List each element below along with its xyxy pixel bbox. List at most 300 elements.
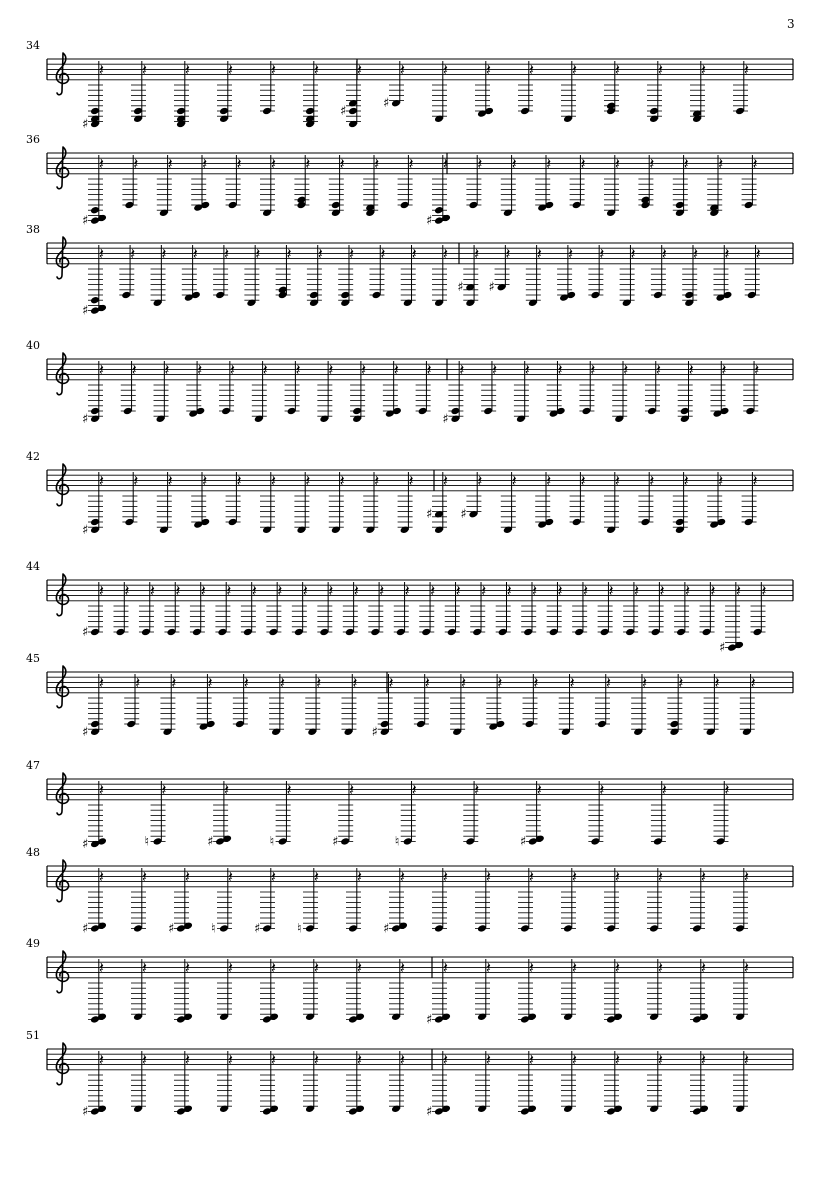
quarter-rest: 𝄽 xyxy=(658,958,663,977)
beat xyxy=(368,581,384,636)
quarter-rest: 𝄽 xyxy=(374,471,380,490)
beat xyxy=(82,154,107,229)
quarter-rest: 𝄽 xyxy=(185,867,190,886)
quarter-rest: 𝄽 xyxy=(615,867,620,886)
beat xyxy=(317,581,333,636)
sharp-accidental: ♯ xyxy=(383,96,390,112)
beat xyxy=(215,581,231,636)
beat xyxy=(398,154,414,209)
measure-number: 42 xyxy=(26,450,40,463)
beat xyxy=(394,581,410,636)
quarter-rest: 𝄽 xyxy=(255,244,261,263)
staff-system xyxy=(26,846,793,936)
beat xyxy=(332,780,354,849)
quarter-rest: 𝄽 xyxy=(400,60,405,79)
quarter-rest: 𝄽 xyxy=(130,244,136,263)
beat xyxy=(638,471,654,526)
quarter-rest: 𝄽 xyxy=(271,867,276,886)
beat xyxy=(254,867,276,936)
quarter-rest: 𝄽 xyxy=(693,244,699,263)
quarter-rest: 𝄽 xyxy=(408,471,414,490)
quarter-rest: 𝄽 xyxy=(546,471,552,490)
beat xyxy=(122,471,138,526)
beat xyxy=(395,780,417,849)
beat xyxy=(139,581,155,636)
beat xyxy=(124,673,140,728)
quarter-rest: 𝄽 xyxy=(124,581,130,600)
beat xyxy=(340,60,362,128)
quarter-rest: 𝄽 xyxy=(161,780,167,799)
quarter-rest: 𝄽 xyxy=(305,471,311,490)
beat xyxy=(190,581,206,636)
quarter-rest: 𝄽 xyxy=(380,244,386,263)
quarter-rest: 𝄽 xyxy=(688,360,694,379)
quarter-rest: 𝄽 xyxy=(271,958,276,977)
quarter-rest: 𝄽 xyxy=(718,154,724,173)
sharp-accidental: ♯ xyxy=(383,921,390,937)
sharp-accidental: ♯ xyxy=(82,1104,89,1120)
quarter-rest: 𝄽 xyxy=(99,581,104,600)
quarter-rest: 𝄽 xyxy=(497,673,503,692)
beat xyxy=(191,154,210,212)
quarter-rest: 𝄽 xyxy=(486,867,491,886)
beat xyxy=(145,780,167,849)
natural-accidental: ♮ xyxy=(394,834,400,850)
quarter-rest: 𝄽 xyxy=(572,867,577,886)
quarter-rest: 𝄽 xyxy=(580,471,586,490)
quarter-rest: 𝄽 xyxy=(317,244,323,263)
quarter-rest: 𝄽 xyxy=(744,60,749,79)
quarter-rest: 𝄽 xyxy=(400,958,405,977)
beat xyxy=(426,958,451,1027)
quarter-rest: 𝄽 xyxy=(486,60,491,79)
beat xyxy=(372,673,394,740)
beat xyxy=(369,244,385,299)
quarter-rest: 𝄽 xyxy=(724,780,730,799)
quarter-rest: 𝄽 xyxy=(349,780,355,799)
quarter-rest: 𝄽 xyxy=(701,60,706,79)
beat xyxy=(113,581,129,636)
quarter-rest: 𝄽 xyxy=(678,673,684,692)
quarter-rest: 𝄽 xyxy=(271,154,276,173)
sharp-accidental: ♯ xyxy=(82,837,89,852)
quarter-rest: 𝄽 xyxy=(572,60,577,79)
quarter-rest: 𝄽 xyxy=(623,360,629,379)
quarter-rest: 𝄽 xyxy=(230,360,235,379)
quarter-rest: 𝄽 xyxy=(572,958,577,977)
measure-number: 51 xyxy=(26,1029,40,1042)
sharp-accidental: ♯ xyxy=(207,834,214,850)
quarter-rest: 𝄽 xyxy=(443,471,448,490)
quarter-rest: 𝄽 xyxy=(142,60,147,79)
beat xyxy=(276,244,292,299)
quarter-rest: 𝄽 xyxy=(459,360,465,379)
beat xyxy=(733,60,749,115)
quarter-rest: 𝄽 xyxy=(262,360,268,379)
beat xyxy=(233,673,249,728)
sharp-accidental: ♯ xyxy=(426,1012,433,1028)
quarter-rest: 𝄽 xyxy=(224,244,229,263)
measure-number: 34 xyxy=(26,39,40,52)
beat xyxy=(460,471,482,522)
quarter-rest: 𝄽 xyxy=(754,360,760,379)
staff-system xyxy=(26,339,793,427)
quarter-rest: 𝄽 xyxy=(615,958,620,977)
sharp-accidental: ♯ xyxy=(82,117,89,132)
beat xyxy=(742,471,758,526)
beat xyxy=(674,581,690,636)
sharp-accidental: ♯ xyxy=(426,1104,433,1120)
beat xyxy=(595,673,611,728)
quarter-rest: 𝄽 xyxy=(683,471,689,490)
quarter-rest: 𝄽 xyxy=(661,244,667,263)
beat xyxy=(442,360,464,427)
beat xyxy=(82,780,107,852)
beat xyxy=(445,581,461,636)
beat xyxy=(292,581,308,636)
quarter-rest: 𝄽 xyxy=(615,471,620,490)
beat xyxy=(82,867,107,936)
beat xyxy=(121,360,137,415)
quarter-rest: 𝄽 xyxy=(349,244,355,263)
quarter-rest: 𝄽 xyxy=(426,360,432,379)
staff-system xyxy=(26,39,793,132)
quarter-rest: 𝄽 xyxy=(546,154,552,173)
quarter-rest: 𝄽 xyxy=(379,581,385,600)
quarter-rest: 𝄽 xyxy=(744,1050,749,1069)
measure-number: 38 xyxy=(26,223,40,236)
sharp-accidental: ♯ xyxy=(82,724,89,740)
beat xyxy=(343,581,359,636)
quarter-rest: 𝄽 xyxy=(486,1050,491,1069)
quarter-rest: 𝄽 xyxy=(161,244,167,263)
quarter-rest: 𝄽 xyxy=(477,154,483,173)
quarter-rest: 𝄽 xyxy=(314,1050,319,1069)
quarter-rest: 𝄽 xyxy=(295,360,301,379)
beat xyxy=(211,867,233,936)
beat xyxy=(213,244,229,299)
quarter-rest: 𝄽 xyxy=(658,1050,663,1069)
quarter-rest: 𝄽 xyxy=(630,244,636,263)
beat xyxy=(520,780,545,849)
staff-system xyxy=(26,133,793,229)
quarter-rest: 𝄽 xyxy=(280,673,285,692)
quarter-rest: 𝄽 xyxy=(701,958,706,977)
quarter-rest: 𝄽 xyxy=(192,244,198,263)
quarter-rest: 𝄽 xyxy=(443,1050,448,1069)
quarter-rest: 𝄽 xyxy=(661,780,667,799)
beat xyxy=(572,581,588,636)
quarter-rest: 𝄽 xyxy=(615,1050,620,1069)
beat xyxy=(260,60,276,115)
quarter-rest: 𝄽 xyxy=(361,360,367,379)
quarter-rest: 𝄽 xyxy=(314,867,319,886)
beat xyxy=(518,60,534,115)
quarter-rest: 𝄽 xyxy=(135,673,141,692)
quarter-rest: 𝄽 xyxy=(277,581,283,600)
quarter-rest: 𝄽 xyxy=(316,673,322,692)
quarter-rest: 𝄽 xyxy=(634,581,640,600)
quarter-rest: 𝄽 xyxy=(388,673,394,692)
beat xyxy=(294,154,310,209)
sharp-accidental: ♯ xyxy=(460,507,467,523)
quarter-rest: 𝄽 xyxy=(486,958,491,977)
beat xyxy=(638,154,654,209)
quarter-rest: 𝄽 xyxy=(353,581,359,600)
beat xyxy=(174,60,190,128)
quarter-rest: 𝄽 xyxy=(142,1050,147,1069)
quarter-rest: 𝄽 xyxy=(99,867,104,886)
quarter-rest: 𝄽 xyxy=(99,154,104,173)
quarter-rest: 𝄽 xyxy=(536,244,542,263)
beat xyxy=(547,581,563,636)
quarter-rest: 𝄽 xyxy=(226,581,232,600)
beat xyxy=(713,244,732,302)
natural-accidental: ♮ xyxy=(144,834,150,850)
quarter-rest: 𝄽 xyxy=(357,958,362,977)
quarter-rest: 𝄽 xyxy=(185,958,190,977)
beat xyxy=(416,360,432,415)
quarter-rest: 𝄽 xyxy=(557,360,563,379)
quarter-rest: 𝄽 xyxy=(400,1050,405,1069)
sharp-accidental: ♯ xyxy=(82,522,89,538)
beat xyxy=(186,360,205,418)
quarter-rest: 𝄽 xyxy=(133,471,139,490)
quarter-rest: 𝄽 xyxy=(167,154,173,173)
beat xyxy=(579,360,595,415)
quarter-rest: 𝄽 xyxy=(721,360,727,379)
quarter-rest: 𝄽 xyxy=(443,60,448,79)
quarter-rest: 𝄽 xyxy=(590,360,596,379)
sharp-accidental: ♯ xyxy=(82,411,89,427)
beat xyxy=(191,471,210,529)
quarter-rest: 𝄽 xyxy=(474,780,480,799)
quarter-rest: 𝄽 xyxy=(605,673,611,692)
beat xyxy=(649,581,665,636)
beat xyxy=(82,581,104,640)
beat xyxy=(182,244,201,302)
quarter-rest: 𝄽 xyxy=(202,154,208,173)
quarter-rest: 𝄽 xyxy=(99,471,104,490)
quarter-rest: 𝄽 xyxy=(185,60,190,79)
quarter-rest: 𝄽 xyxy=(251,581,257,600)
sharp-accidental: ♯ xyxy=(82,625,89,640)
quarter-rest: 𝄽 xyxy=(477,471,483,490)
quarter-rest: 𝄽 xyxy=(228,1050,233,1069)
quarter-rest: 𝄽 xyxy=(305,154,311,173)
beat xyxy=(207,780,232,849)
quarter-rest: 𝄽 xyxy=(761,581,767,600)
quarter-rest: 𝄽 xyxy=(164,360,170,379)
quarter-rest: 𝄽 xyxy=(286,780,292,799)
beat xyxy=(414,673,430,728)
beat xyxy=(383,360,402,418)
measure-number: 45 xyxy=(26,652,40,665)
quarter-rest: 𝄽 xyxy=(167,471,173,490)
quarter-rest: 𝄽 xyxy=(649,471,655,490)
quarter-rest: 𝄽 xyxy=(443,244,448,263)
beat xyxy=(270,780,292,849)
quarter-rest: 𝄽 xyxy=(131,360,137,379)
beat xyxy=(383,867,408,936)
quarter-rest: 𝄽 xyxy=(481,581,487,600)
quarter-rest: 𝄽 xyxy=(474,244,480,263)
quarter-rest: 𝄽 xyxy=(357,60,362,79)
beat xyxy=(743,360,759,415)
quarter-rest: 𝄽 xyxy=(580,154,586,173)
beat xyxy=(197,673,216,731)
beat xyxy=(219,360,235,415)
quarter-rest: 𝄽 xyxy=(557,581,563,600)
beat xyxy=(426,154,451,229)
sharp-accidental: ♯ xyxy=(82,213,89,229)
quarter-rest: 𝄽 xyxy=(685,581,690,600)
quarter-rest: 𝄽 xyxy=(568,244,573,263)
quarter-rest: 𝄽 xyxy=(736,581,741,600)
quarter-rest: 𝄽 xyxy=(228,958,233,977)
quarter-rest: 𝄽 xyxy=(529,60,534,79)
quarter-rest: 𝄽 xyxy=(328,360,334,379)
quarter-rest: 𝄽 xyxy=(236,471,242,490)
beat xyxy=(419,581,435,636)
quarter-rest: 𝄽 xyxy=(461,673,467,692)
beat xyxy=(297,867,319,936)
quarter-rest: 𝄽 xyxy=(411,244,417,263)
quarter-rest: 𝄽 xyxy=(133,154,139,173)
quarter-rest: 𝄽 xyxy=(224,780,229,799)
beat xyxy=(521,581,537,636)
quarter-rest: 𝄽 xyxy=(443,867,448,886)
beat xyxy=(303,60,319,128)
quarter-rest: 𝄽 xyxy=(533,673,539,692)
sharp-accidental: ♯ xyxy=(457,280,464,296)
quarter-rest: 𝄽 xyxy=(701,867,706,886)
quarter-rest: 𝄽 xyxy=(744,867,749,886)
quarter-rest: 𝄽 xyxy=(411,780,417,799)
sharp-accidental: ♯ xyxy=(519,834,527,850)
quarter-rest: 𝄽 xyxy=(271,471,276,490)
quarter-rest: 𝄽 xyxy=(339,471,345,490)
quarter-rest: 𝄽 xyxy=(750,673,756,692)
sharp-accidental: ♯ xyxy=(332,834,339,850)
quarter-rest: 𝄽 xyxy=(197,360,203,379)
quarter-rest: 𝄽 xyxy=(99,1050,104,1069)
sharp-accidental: ♯ xyxy=(168,921,175,937)
quarter-rest: 𝄽 xyxy=(171,673,177,692)
beat xyxy=(285,360,301,415)
beat xyxy=(82,1050,107,1119)
beat xyxy=(719,581,744,656)
quarter-rest: 𝄽 xyxy=(404,581,410,600)
beat xyxy=(745,244,761,299)
quarter-rest: 𝄽 xyxy=(532,581,538,600)
beat xyxy=(486,673,505,731)
sharp-accidental: ♯ xyxy=(82,921,89,937)
quarter-rest: 𝄽 xyxy=(615,154,620,173)
quarter-rest: 𝄽 xyxy=(683,154,689,173)
quarter-rest: 𝄽 xyxy=(400,867,405,886)
sharp-accidental: ♯ xyxy=(488,280,495,296)
beat xyxy=(570,471,586,526)
quarter-rest: 𝄽 xyxy=(505,244,511,263)
quarter-rest: 𝄽 xyxy=(536,780,542,799)
measure-number: 44 xyxy=(26,560,40,573)
beat xyxy=(82,471,104,538)
beat xyxy=(523,673,539,728)
staff-system xyxy=(26,1029,793,1119)
beat xyxy=(481,360,497,415)
quarter-rest: 𝄽 xyxy=(569,673,575,692)
quarter-rest: 𝄽 xyxy=(608,581,614,600)
quarter-rest: 𝄽 xyxy=(142,958,147,977)
beat xyxy=(700,581,716,636)
quarter-rest: 𝄽 xyxy=(200,581,206,600)
quarter-rest: 𝄽 xyxy=(99,958,104,977)
beat xyxy=(82,673,104,740)
measure-number: 48 xyxy=(26,846,40,859)
page-number: 3 xyxy=(787,17,795,31)
beat xyxy=(588,244,604,299)
sharp-accidental: ♯ xyxy=(442,411,449,427)
beat xyxy=(82,244,107,319)
quarter-rest: 𝄽 xyxy=(374,154,380,173)
beat xyxy=(426,1050,451,1119)
quarter-rest: 𝄽 xyxy=(455,581,461,600)
quarter-rest: 𝄽 xyxy=(302,581,308,600)
staff-system xyxy=(26,937,793,1027)
quarter-rest: 𝄽 xyxy=(642,673,648,692)
quarter-rest: 𝄽 xyxy=(615,60,620,79)
beat xyxy=(164,581,180,636)
beat xyxy=(241,581,257,636)
quarter-rest: 𝄽 xyxy=(352,673,358,692)
beat xyxy=(547,360,566,418)
quarter-rest: 𝄽 xyxy=(339,154,345,173)
measure-number: 47 xyxy=(26,759,40,772)
quarter-rest: 𝄽 xyxy=(271,60,276,79)
quarter-rest: 𝄽 xyxy=(430,581,436,600)
quarter-rest: 𝄽 xyxy=(583,581,589,600)
quarter-rest: 𝄽 xyxy=(286,244,292,263)
quarter-rest: 𝄽 xyxy=(710,581,716,600)
staff-system xyxy=(26,223,793,319)
staff-system xyxy=(26,652,793,740)
beat xyxy=(489,244,511,295)
beat xyxy=(557,244,576,302)
beat xyxy=(707,471,726,529)
quarter-rest: 𝄽 xyxy=(511,471,517,490)
beat xyxy=(604,60,620,115)
quarter-rest: 𝄽 xyxy=(529,1050,534,1069)
systems xyxy=(26,39,793,1119)
measure-number: 49 xyxy=(26,937,40,950)
quarter-rest: 𝄽 xyxy=(99,673,104,692)
quarter-rest: 𝄽 xyxy=(752,471,758,490)
quarter-rest: 𝄽 xyxy=(443,154,448,173)
quarter-rest: 𝄽 xyxy=(649,154,655,173)
quarter-rest: 𝄽 xyxy=(202,471,208,490)
quarter-rest: 𝄽 xyxy=(529,867,534,886)
quarter-rest: 𝄽 xyxy=(492,360,498,379)
beat xyxy=(710,360,729,418)
beat xyxy=(226,154,242,209)
staff-system xyxy=(26,560,793,656)
quarter-rest: 𝄽 xyxy=(357,867,362,886)
natural-accidental: ♮ xyxy=(297,921,302,937)
quarter-rest: 𝄽 xyxy=(271,1050,276,1069)
quarter-rest: 𝄽 xyxy=(752,154,758,173)
beat xyxy=(535,154,554,212)
